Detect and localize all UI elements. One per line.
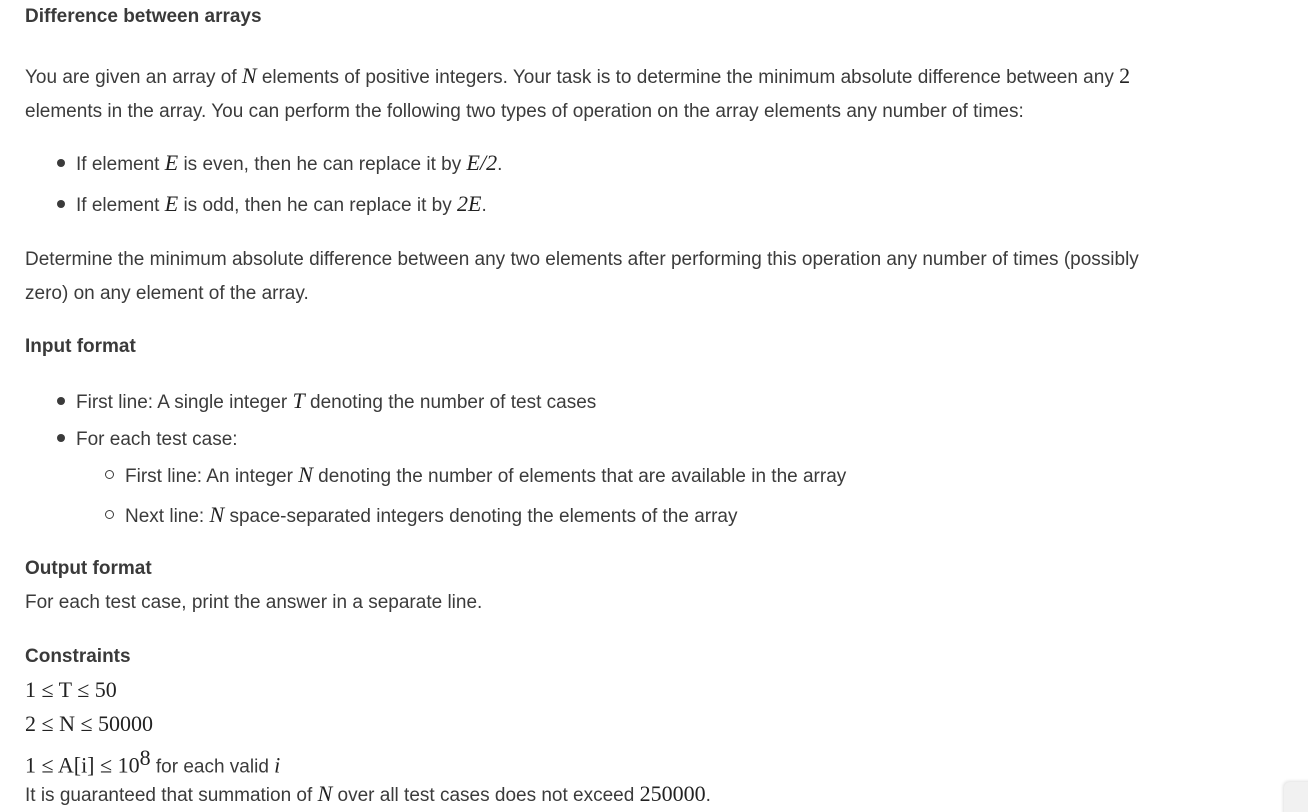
constraint-sum: It is guaranteed that summation of N over all test cases does not exceed 250000. (25, 781, 711, 806)
bullet-icon (57, 397, 65, 405)
constraint-t: 1 ≤ T ≤ 50 (25, 677, 117, 702)
intro-paragraph (25, 59, 1308, 129)
even-op-expression: E/2 (466, 150, 498, 175)
odd-op-expression: 2E (457, 191, 482, 216)
input-each-case-item: For each test case: (57, 429, 238, 451)
operation-item-odd: If element E is odd, then he can replace it by 2E. (57, 191, 487, 217)
input-first-line-item: First line: A single integer T denoting the number of test cases (57, 388, 596, 414)
problem-title: Difference between arrays (25, 6, 262, 27)
constraint-n: 2 ≤ N ≤ 50000 (25, 711, 154, 736)
constraints-heading: Constraints (25, 646, 131, 667)
bullet-icon (57, 159, 65, 167)
bullet-icon (57, 200, 65, 208)
circle-bullet-icon (105, 470, 114, 479)
output-format-heading: Output format (25, 558, 152, 579)
input-format-heading: Input format (25, 336, 136, 357)
intro-line-1: You are given an array of N elements of positive integers. Your task is to determine the minimum absolute difference between any 2 (25, 63, 1131, 88)
input-sub-first-line: First line: An integer N denoting the number of elements that are available in the array (105, 462, 846, 488)
constraint-a: $1 \le A[i] \le 10^8$ for each valid i (25, 745, 281, 778)
output-format-text: For each test case, print the answer in a separate line. (25, 592, 483, 613)
floating-corner-widget[interactable] (1284, 782, 1308, 812)
circle-bullet-icon (105, 510, 114, 519)
determine-paragraph: Determine the minimum absolute difference between any two elements after performing this operation any number of times (possibly zero) on any element of the array. (25, 249, 1139, 304)
bullet-icon (57, 434, 65, 442)
operation-item-even: If element E is even, then he can replace it by E/2. (57, 150, 502, 176)
input-sub-next-line: Next line: N space-separated integers denoting the elements of the array (105, 502, 738, 528)
intro-line-2: elements in the array. You can perform the following two types of operation on the array elements any number of times: (25, 101, 1024, 122)
